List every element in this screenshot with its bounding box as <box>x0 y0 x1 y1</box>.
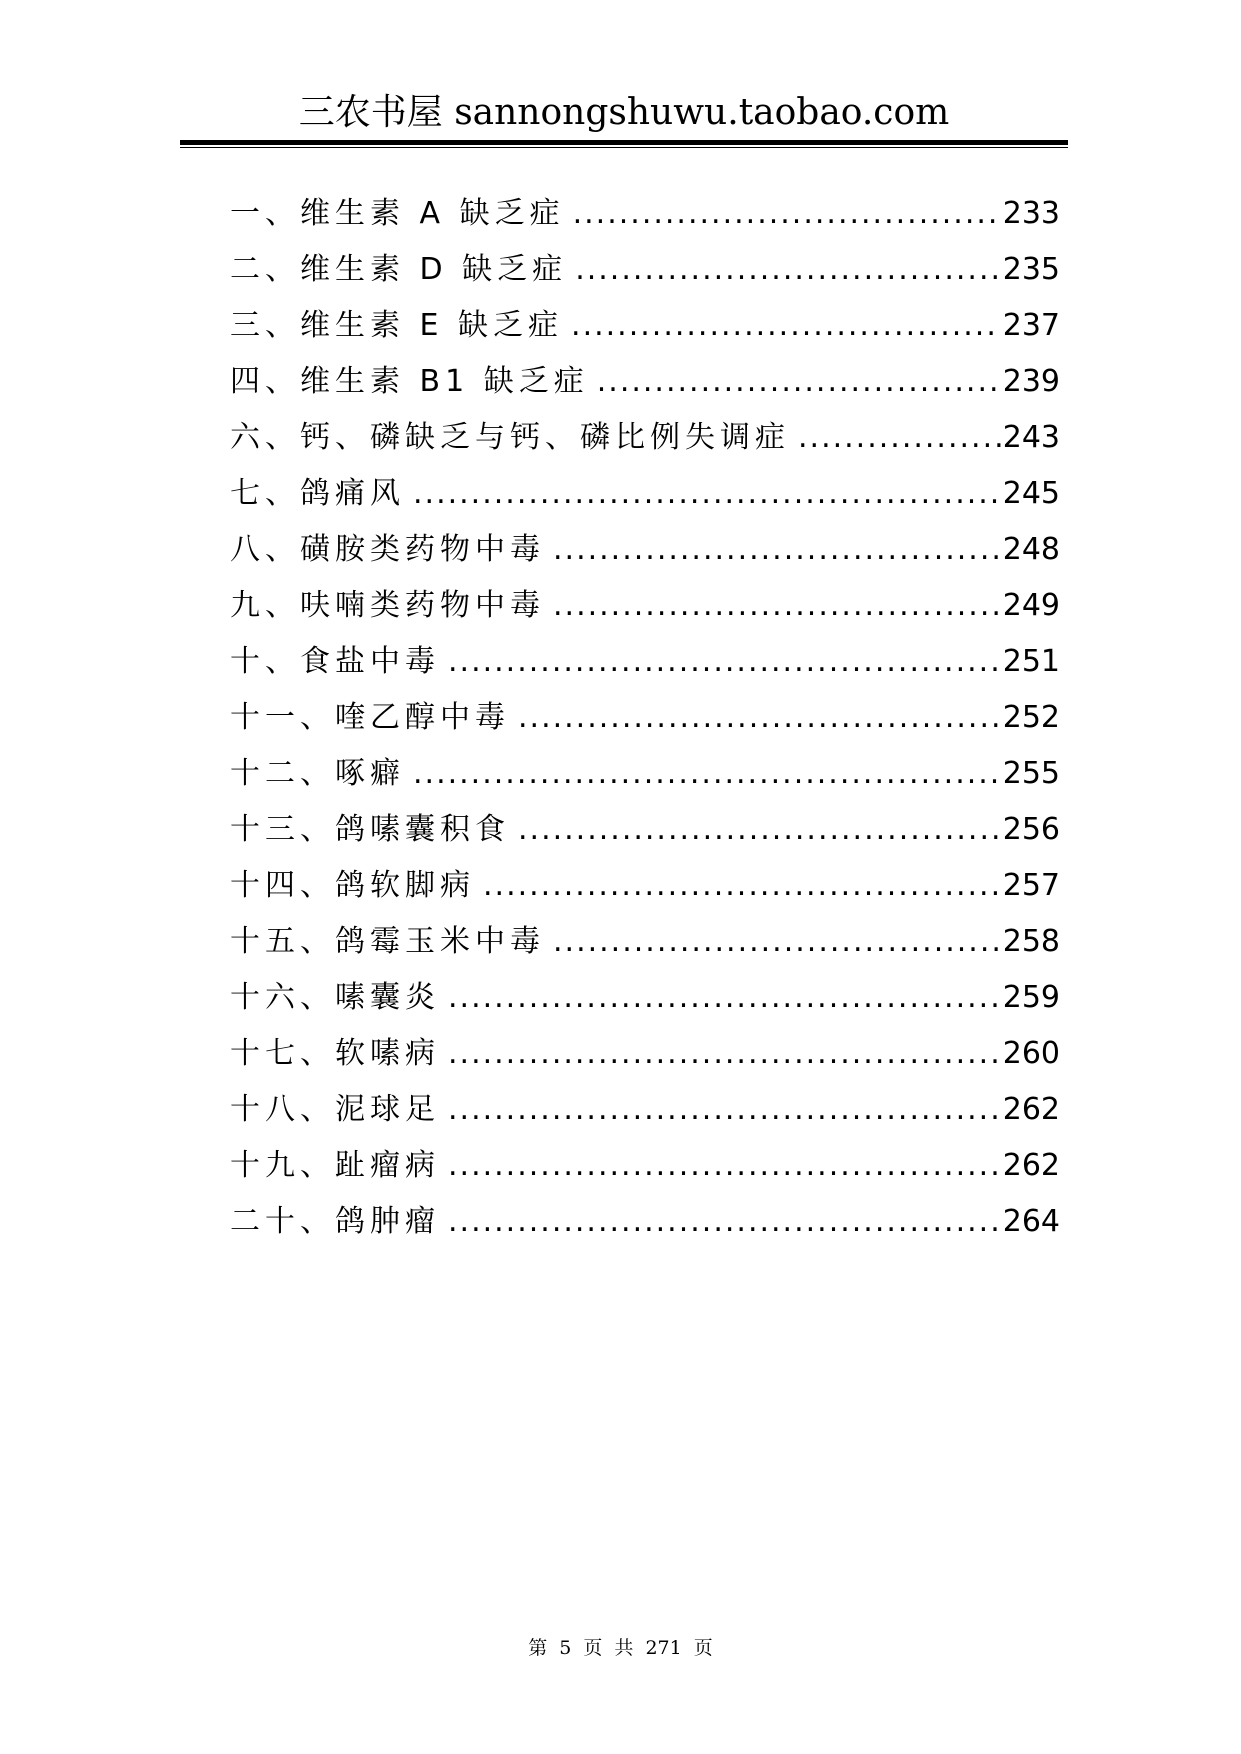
toc-title: 呋喃类药物中毒 <box>300 588 545 623</box>
header-rule-thin <box>180 147 1068 148</box>
toc-leader-dots <box>413 466 1001 522</box>
toc-page-number: 245 <box>1002 476 1060 511</box>
toc-title: 鸽霉玉米中毒 <box>335 924 545 959</box>
toc-number: 一、 <box>230 196 300 231</box>
toc-entry[interactable] <box>230 690 1060 746</box>
toc-leader-dots <box>448 1138 1001 1194</box>
toc-title: 维生素 B1 缺乏症 <box>300 364 589 399</box>
toc-page-number: 237 <box>1002 308 1060 343</box>
toc-number: 八、 <box>230 532 300 567</box>
header-url: sannongshuwu.taobao.com <box>454 92 950 133</box>
toc-number: 十一、 <box>230 700 335 735</box>
toc-title: 软嗉病 <box>335 1036 440 1071</box>
toc-number: 十四、 <box>230 868 335 903</box>
toc-title: 鸽嗉囊积食 <box>335 812 510 847</box>
toc-entry[interactable] <box>230 746 1060 802</box>
toc-leader-dots <box>597 354 1001 410</box>
toc-number: 十二、 <box>230 756 335 791</box>
toc-title: 鸽痛风 <box>300 476 405 511</box>
toc-page-number: 256 <box>1002 812 1060 847</box>
toc-number: 十九、 <box>230 1148 335 1183</box>
toc-page-number: 251 <box>1002 644 1060 679</box>
toc-leader-dots <box>573 186 1001 242</box>
toc-leader-dots <box>448 634 1001 690</box>
toc-title: 鸽肿瘤 <box>335 1204 440 1239</box>
toc-page-number: 257 <box>1002 868 1060 903</box>
page-footer <box>0 1635 1241 1661</box>
toc-leader-dots <box>448 1194 1001 1250</box>
toc-page-number: 239 <box>1002 364 1060 399</box>
page-header <box>180 88 1068 138</box>
toc-leader-dots <box>798 410 1001 466</box>
toc-leader-dots <box>518 802 1001 858</box>
toc-number: 二、 <box>230 252 300 287</box>
toc-entry[interactable] <box>230 186 1060 242</box>
toc-entry[interactable] <box>230 578 1060 634</box>
page-number-label: 第 5 页 共 271 页 <box>528 1637 713 1659</box>
toc-page-number: 249 <box>1002 588 1060 623</box>
toc-leader-dots <box>448 970 1001 1026</box>
toc-entry[interactable] <box>230 970 1060 1026</box>
toc-entry[interactable] <box>230 1026 1060 1082</box>
toc-title: 泥球足 <box>335 1092 440 1127</box>
toc-leader-dots <box>575 242 1001 298</box>
toc-page-number: 258 <box>1002 924 1060 959</box>
toc-page-number: 255 <box>1002 756 1060 791</box>
toc-leader-dots <box>553 914 1001 970</box>
toc-number: 十六、 <box>230 980 335 1015</box>
toc-page-number: 233 <box>1002 196 1060 231</box>
toc-entry[interactable] <box>230 242 1060 298</box>
toc-number: 十三、 <box>230 812 335 847</box>
toc-number: 九、 <box>230 588 300 623</box>
toc-title: 鸽软脚病 <box>335 868 475 903</box>
toc-entry[interactable] <box>230 410 1060 466</box>
toc-entry[interactable] <box>230 634 1060 690</box>
toc-title: 维生素 D 缺乏症 <box>300 252 568 287</box>
toc-number: 七、 <box>230 476 300 511</box>
toc-number: 十、 <box>230 644 300 679</box>
toc-leader-dots <box>518 690 1001 746</box>
table-of-contents <box>230 186 1060 1250</box>
toc-entry[interactable] <box>230 1082 1060 1138</box>
toc-entry[interactable] <box>230 354 1060 410</box>
toc-entry[interactable] <box>230 1194 1060 1250</box>
toc-page-number: 260 <box>1002 1036 1060 1071</box>
toc-page-number: 243 <box>1002 420 1060 455</box>
toc-title: 磺胺类药物中毒 <box>300 532 545 567</box>
toc-number: 四、 <box>230 364 300 399</box>
toc-title: 食盐中毒 <box>300 644 440 679</box>
toc-title: 维生素 A 缺乏症 <box>300 196 565 231</box>
toc-entry[interactable] <box>230 1138 1060 1194</box>
toc-page-number: 262 <box>1002 1148 1060 1183</box>
toc-title: 嗉囊炎 <box>335 980 440 1015</box>
toc-leader-dots <box>571 298 1001 354</box>
toc-number: 十八、 <box>230 1092 335 1127</box>
toc-entry[interactable] <box>230 858 1060 914</box>
toc-title: 维生素 E 缺乏症 <box>300 308 564 343</box>
toc-page-number: 252 <box>1002 700 1060 735</box>
header-title: 三农书屋 <box>298 92 443 133</box>
toc-title: 趾瘤病 <box>335 1148 440 1183</box>
toc-leader-dots <box>448 1082 1001 1138</box>
toc-leader-dots <box>483 858 1001 914</box>
toc-entry[interactable] <box>230 914 1060 970</box>
toc-entry[interactable] <box>230 466 1060 522</box>
toc-leader-dots <box>553 522 1001 578</box>
toc-number: 十七、 <box>230 1036 335 1071</box>
toc-number: 三、 <box>230 308 300 343</box>
header-rule-thick <box>180 140 1068 145</box>
toc-leader-dots <box>553 578 1001 634</box>
toc-page-number: 259 <box>1002 980 1060 1015</box>
toc-page-number: 262 <box>1002 1092 1060 1127</box>
toc-title: 喹乙醇中毒 <box>335 700 510 735</box>
toc-entry[interactable] <box>230 522 1060 578</box>
toc-number: 六、 <box>230 420 300 455</box>
toc-number: 十五、 <box>230 924 335 959</box>
toc-title: 钙、磷缺乏与钙、磷比例失调症 <box>300 420 790 455</box>
toc-leader-dots <box>448 1026 1001 1082</box>
toc-leader-dots <box>413 746 1001 802</box>
toc-page-number: 264 <box>1002 1204 1060 1239</box>
toc-page-number: 235 <box>1002 252 1060 287</box>
toc-number: 二十、 <box>230 1204 335 1239</box>
toc-page-number: 248 <box>1002 532 1060 567</box>
toc-title: 啄癖 <box>335 756 405 791</box>
toc-entry[interactable] <box>230 802 1060 858</box>
toc-entry[interactable] <box>230 298 1060 354</box>
